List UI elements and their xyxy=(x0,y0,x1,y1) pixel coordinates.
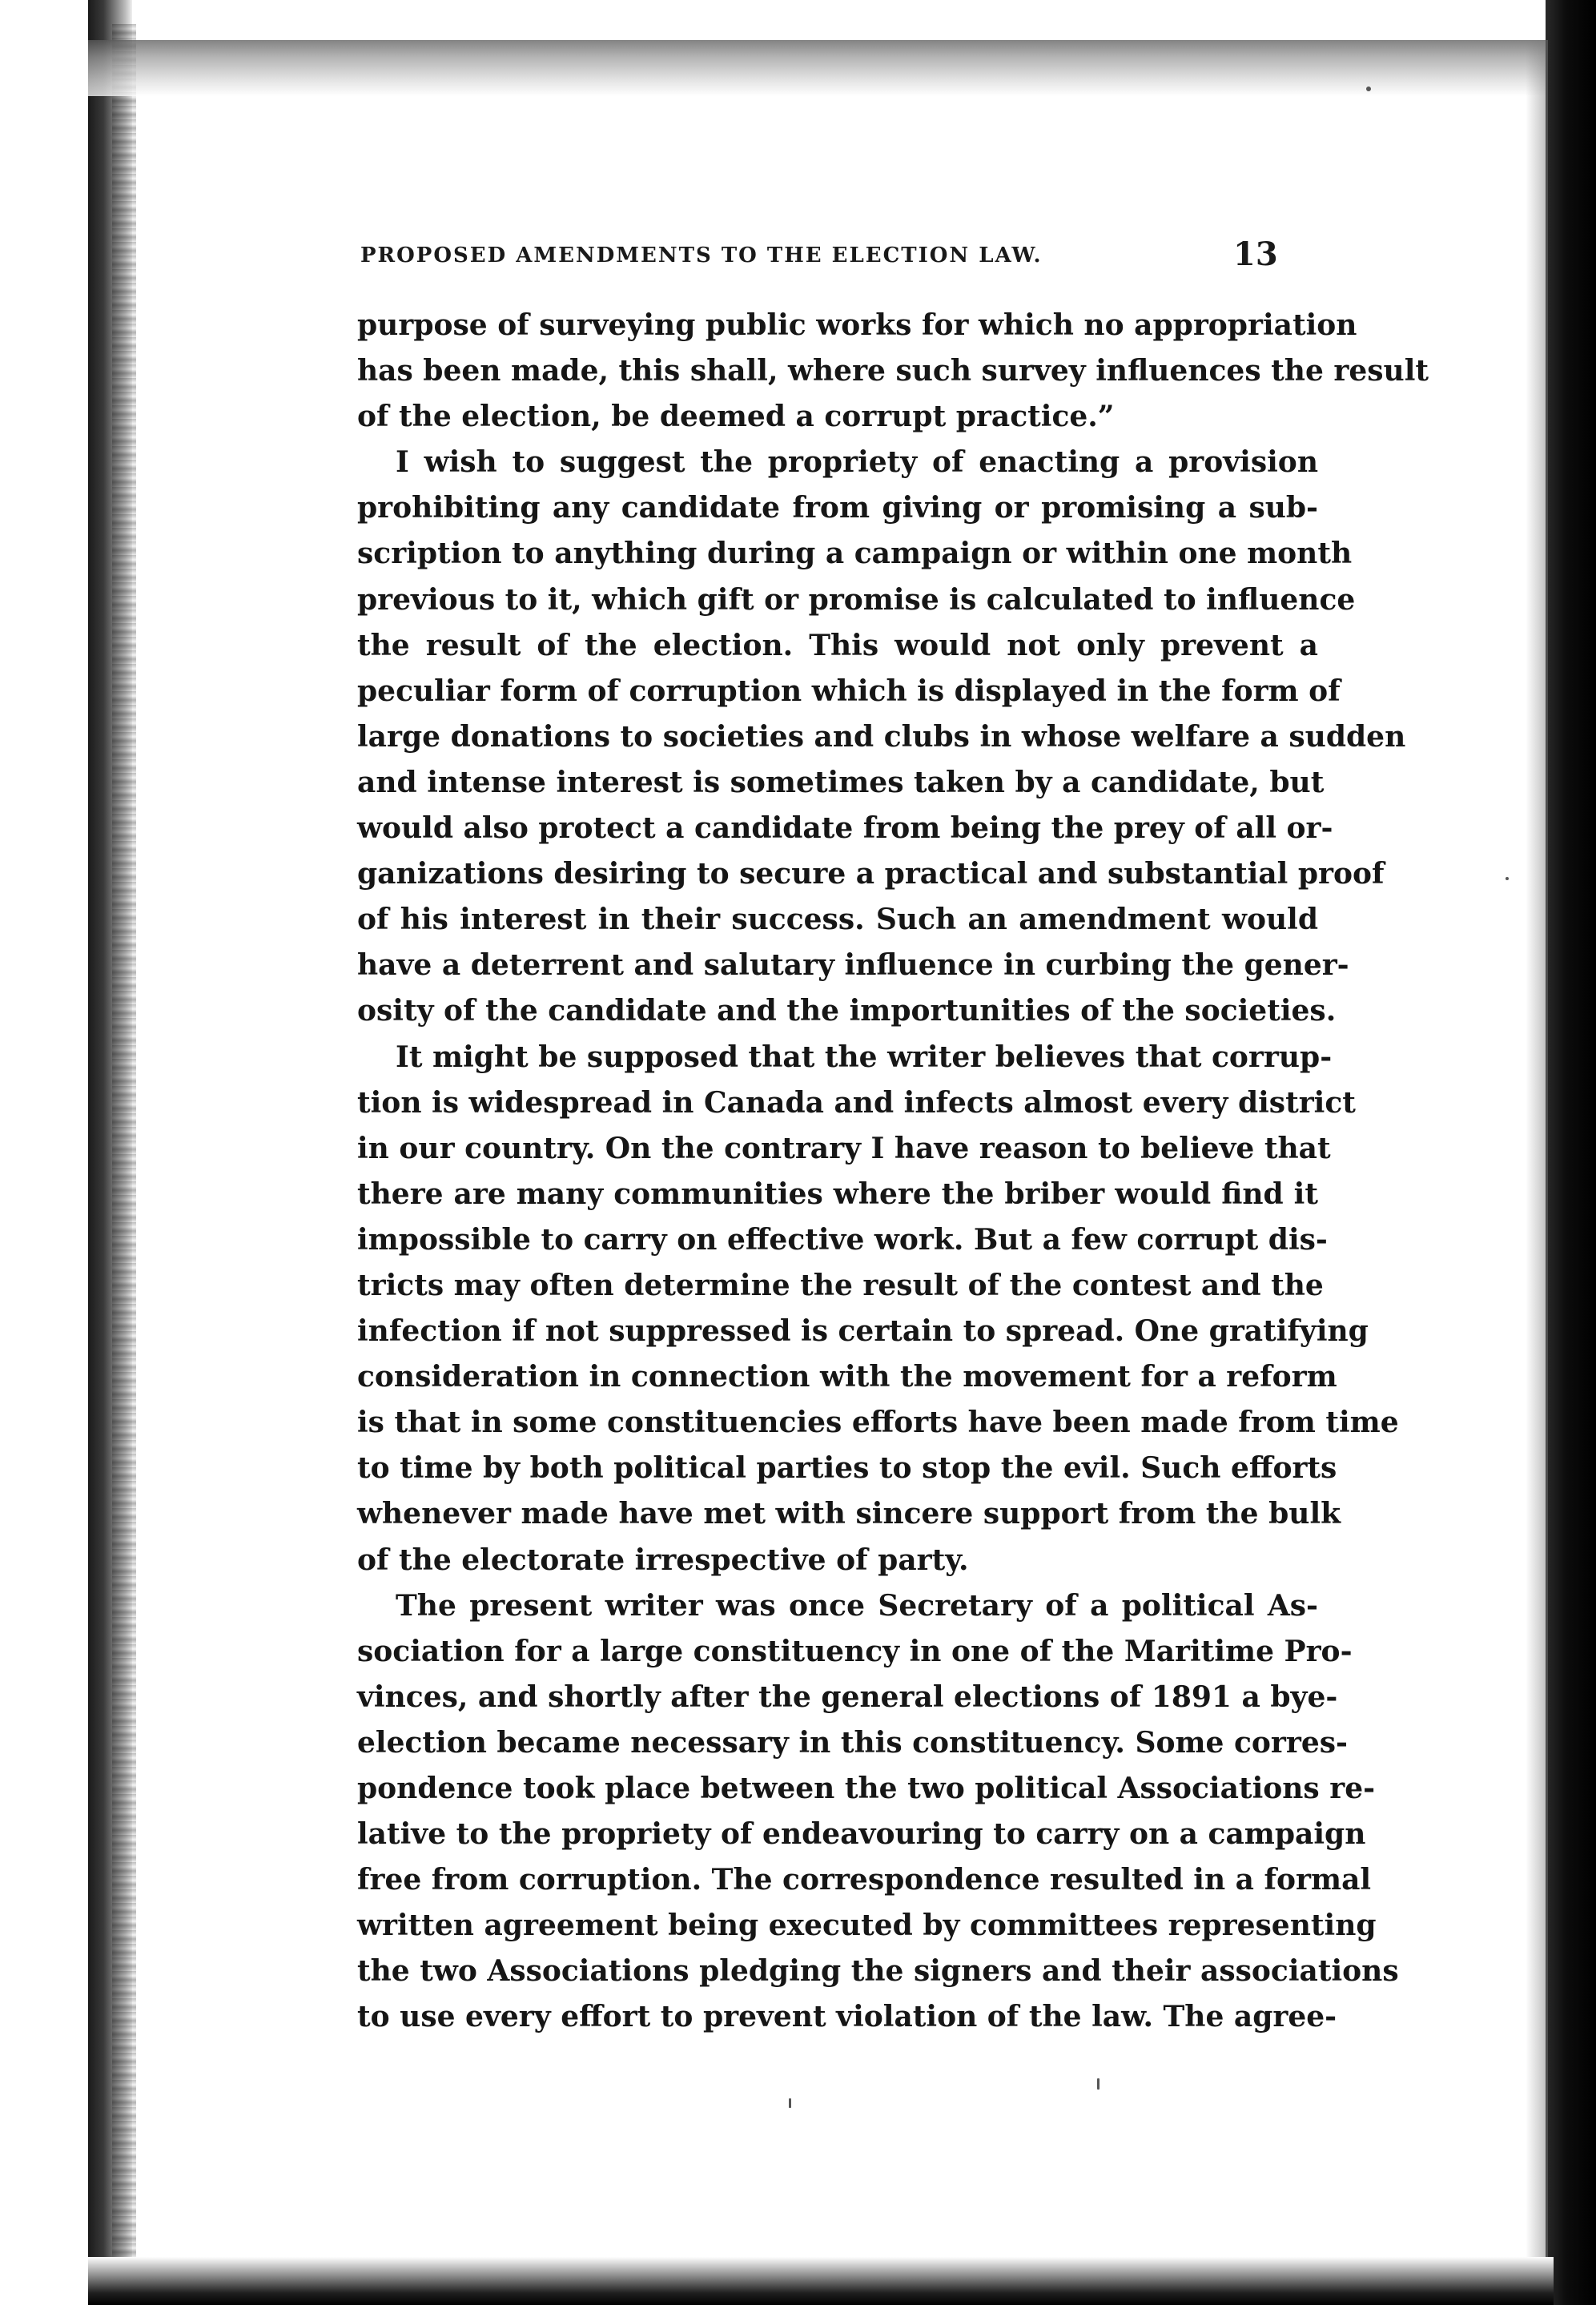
text-line: of his interest in their success. Such an amendment would xyxy=(357,903,1318,937)
body-text xyxy=(357,303,1429,2041)
text-line: consideration in connection with the movement for a reform xyxy=(357,1360,1337,1394)
text-line: pondence took place between the two political Associations re- xyxy=(357,1772,1376,1805)
paragraph xyxy=(357,1035,1399,1583)
text-line: infection if not suppressed is certain to spread. One gratifying xyxy=(357,1314,1369,1349)
text-line: previous to it, which gift or promise is calculated to influence xyxy=(357,582,1356,617)
text-line: lative to the propriety of endeavouring to carry on a campaign xyxy=(357,1817,1366,1852)
text-line: prohibiting any candidate from giving or promising a sub- xyxy=(357,491,1318,525)
page-header xyxy=(360,235,1401,279)
bottom-scan-edge xyxy=(88,2257,1554,2305)
text-line: would also protect a candidate from being the prey of all or- xyxy=(357,811,1333,846)
text-line: to use every effort to prevent violation of the law. The agree- xyxy=(357,2000,1337,2034)
text-line: I wish to suggest the propriety of enacting a provision xyxy=(396,445,1318,480)
book-gutter-texture xyxy=(112,24,136,2283)
text-line: tion is widespread in Canada and infects almost every district xyxy=(357,1085,1356,1120)
text-line: large donations to societies and clubs in whose welfare a sudden xyxy=(357,719,1406,754)
text-line: and intense interest is sometimes taken by a candidate, but xyxy=(357,765,1325,799)
text-line: impossible to carry on effective work. But a few corrupt dis- xyxy=(357,1222,1328,1257)
text-line: peculiar form of corruption which is displayed in the form of xyxy=(357,674,1341,708)
scan-speck xyxy=(789,2098,791,2108)
running-title: PROPOSED AMENDMENTS TO THE ELECTION LAW. xyxy=(360,243,1043,268)
paragraph xyxy=(357,303,1429,440)
text-line: in our country. On the contrary I have reason to believe that xyxy=(357,1131,1331,1165)
page-number: 13 xyxy=(1233,235,1278,273)
text-line: The present writer was once Secretary of a political As- xyxy=(396,1588,1318,1623)
text-line: to time by both political parties to stop the evil. Such efforts xyxy=(357,1451,1337,1486)
text-line: the result of the election. This would not only prevent a xyxy=(357,628,1318,662)
text-line: of the electorate irrespective of party. xyxy=(357,1543,969,1577)
top-scan-edge xyxy=(88,40,1554,96)
text-line: election became necessary in this constituency. Some corres- xyxy=(357,1725,1348,1760)
text-line: sociation for a large constituency in one of the Maritime Pro- xyxy=(357,1634,1353,1668)
text-line: there are many communities where the briber would find it xyxy=(357,1177,1318,1211)
scan-speck xyxy=(1097,2078,1100,2090)
text-line: whenever made have met with sincere support from the bulk xyxy=(357,1497,1341,1531)
text-line: vinces, and shortly after the general elections of 1891 a bye- xyxy=(357,1679,1338,1714)
text-line: have a deterrent and salutary influence in curbing the gener- xyxy=(357,948,1349,983)
text-line: written agreement being executed by committees representing xyxy=(357,1909,1377,1943)
scan-speck xyxy=(1366,86,1371,91)
text-line: is that in some constituencies efforts have been made from time xyxy=(357,1406,1399,1440)
text-line: ganizations desiring to secure a practical and substantial proof xyxy=(357,857,1385,891)
right-scan-edge xyxy=(1546,0,1596,2305)
text-line: tricts may often determine the result of the contest and the xyxy=(357,1268,1324,1302)
text-line: It might be supposed that the writer believes that corrup- xyxy=(396,1040,1333,1074)
text-line: of the election, be deemed a corrupt practice.” xyxy=(357,400,1115,434)
text-line: the two Associations pledging the signers and their associations xyxy=(357,1954,1399,1989)
scan-speck xyxy=(1506,877,1509,880)
right-edge-shadow xyxy=(1526,40,1548,2275)
text-line: purpose of surveying public works for which no appropriation xyxy=(357,308,1357,342)
text-line: scription to anything during a campaign or within one month xyxy=(357,537,1353,571)
text-line: has been made, this shall, where such survey influences the result xyxy=(357,354,1429,388)
text-line: osity of the candidate and the importunities of the societies. xyxy=(357,994,1337,1028)
paragraph xyxy=(357,1583,1399,2041)
text-line: free from corruption. The correspondence resulted in a formal xyxy=(357,1863,1372,1897)
paragraph xyxy=(357,440,1406,1034)
